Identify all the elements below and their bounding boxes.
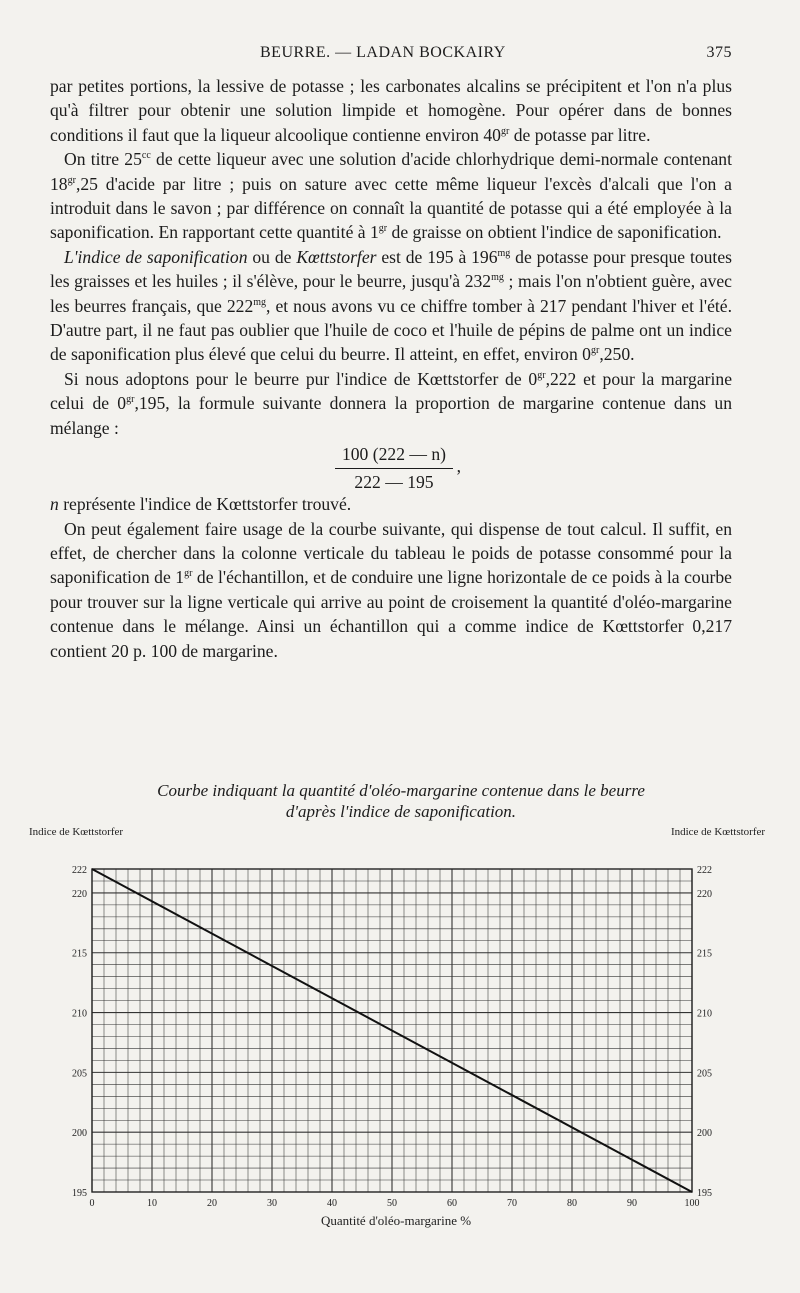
x-tick-label: 70 xyxy=(507,1198,517,1209)
paragraph-3: L'indice de saponification ou de Kœttstorfer est de 195 à $196^{mg}$ de potasse pour presque toutes les graisses et les huiles ; il s'élève, pour le beurre, jusqu'à $232^{mg}$ ; mais l'on n'obtient guère, avec les beurres français, que $222^{mg}$, et nous avons vu ce chiffre tomber à 217 pendant l'hiver et l'été. D'autre part, il ne faut pas oublier que l'huile de coco et l'huile de pépins de palme ont un indice de saponification plus élevé que celui du beurre. Il atteint, en effet, environ $0^{gr},250$. xyxy=(50,246,732,365)
formula-fraction xyxy=(335,442,461,494)
y-tick-label-right: 222 xyxy=(697,865,712,876)
running-title: BEURRE. — LADAN BOCKAIRY xyxy=(260,44,506,61)
body-text xyxy=(50,74,732,663)
x-tick-label: 0 xyxy=(89,1198,95,1209)
x-tick-label: 30 xyxy=(267,1198,277,1209)
x-axis-label: Quantité d'oléo-margarine % xyxy=(320,1213,472,1228)
y-tick-label-right: 195 xyxy=(697,1188,712,1199)
saponification-chart xyxy=(28,825,766,1235)
y-axis-label-left: Indice de Kœttstorfer xyxy=(28,826,124,838)
y-tick-label-left: 222 xyxy=(72,865,87,876)
formula-denominator: 222 — 195 xyxy=(354,471,434,492)
y-tick-label-left: 220 xyxy=(72,888,87,900)
formula xyxy=(50,442,732,492)
y-tick-label-left: 215 xyxy=(72,948,87,960)
y-tick-label-right: 220 xyxy=(697,888,712,900)
paragraph-2: On titre $25^{cc}$ de cette liqueur avec une solution d'acide chlorhydrique demi-normale contenant $18^{gr},25$ d'acide par litre ; puis on sature avec cette même liqueur l'excès d'alcali que l'on a introduit dans le savon ; par différence on connaît la quantité de potasse qui a été employée à la saponification. En rapportant cette quantité à $1^{gr}$ de graisse on obtient l'indice de saponification. xyxy=(50,149,732,243)
y-tick-label-left: 210 xyxy=(72,1008,87,1020)
y-tick-label-right: 205 xyxy=(697,1068,712,1080)
caption-line-2: d'après l'indice de saponification. xyxy=(285,802,517,821)
figure-caption xyxy=(60,780,742,822)
paragraph-5: n représente l'indice de Kœttstorfer trouvé. xyxy=(50,494,352,515)
x-tick-label: 60 xyxy=(447,1198,457,1209)
formula-numerator: 100 (222 — n) xyxy=(335,442,453,468)
y-tick-label-right: 215 xyxy=(697,948,712,960)
page-number: 375 xyxy=(706,44,732,61)
x-tick-label: 40 xyxy=(327,1198,337,1209)
x-tick-label: 20 xyxy=(207,1198,217,1209)
formula-comma: , xyxy=(456,456,461,477)
y-tick-label-right: 210 xyxy=(697,1008,712,1020)
paragraph-6: On peut également faire usage de la courbe suivante, qui dispense de tout calcul. Il suffit, en effet, de chercher dans la colonne verticale du tableau le poids de potasse consommé pour la saponification de $1^{gr}$ de l'échantillon, et de conduire une ligne horizontale de ce poids à la courbe pour trouver sur la ligne verticale qui arrive au point de croisement la quantité d'oléo-margarine contenue dans le mélange. Ainsi un échantillon qui a comme indice de Kœttstorfer 0,217 contient 20 p. 100 de margarine. xyxy=(50,518,732,661)
x-tick-label: 50 xyxy=(387,1198,397,1209)
y-tick-label-right: 200 xyxy=(697,1128,712,1140)
paragraph-4: Si nous adoptons pour le beurre pur l'indice de Kœttstorfer de $0^{gr},222$ et pour la margarine celui de $0^{gr},195$, la formule suivante donnera la proportion de margarine contenue dans un mélange : xyxy=(50,368,733,438)
caption-line-1: Courbe indiquant la quantité d'oléo-margarine contenue dans le beurre xyxy=(157,781,645,800)
y-tick-label-left: 200 xyxy=(72,1128,87,1140)
x-tick-label: 90 xyxy=(627,1198,637,1209)
x-tick-label: 100 xyxy=(684,1198,700,1209)
y-axis-label-right: Indice de Kœttstorfer xyxy=(670,826,766,838)
x-tick-label: 10 xyxy=(147,1198,157,1209)
running-header xyxy=(50,44,732,66)
y-tick-label-left: 205 xyxy=(72,1068,87,1080)
paragraph-1: par petites portions, la lessive de potasse ; les carbonates alcalins se précipitent et l'on n'a plus qu'à filtrer pour obtenir une solution limpide et homogène. Pour opérer dans de bonnes conditions il faut que la liqueur alcoolique contienne environ $40^{gr}$ de potasse par litre. xyxy=(50,76,732,145)
x-tick-label: 80 xyxy=(567,1198,577,1209)
y-tick-label-left: 195 xyxy=(72,1188,87,1199)
